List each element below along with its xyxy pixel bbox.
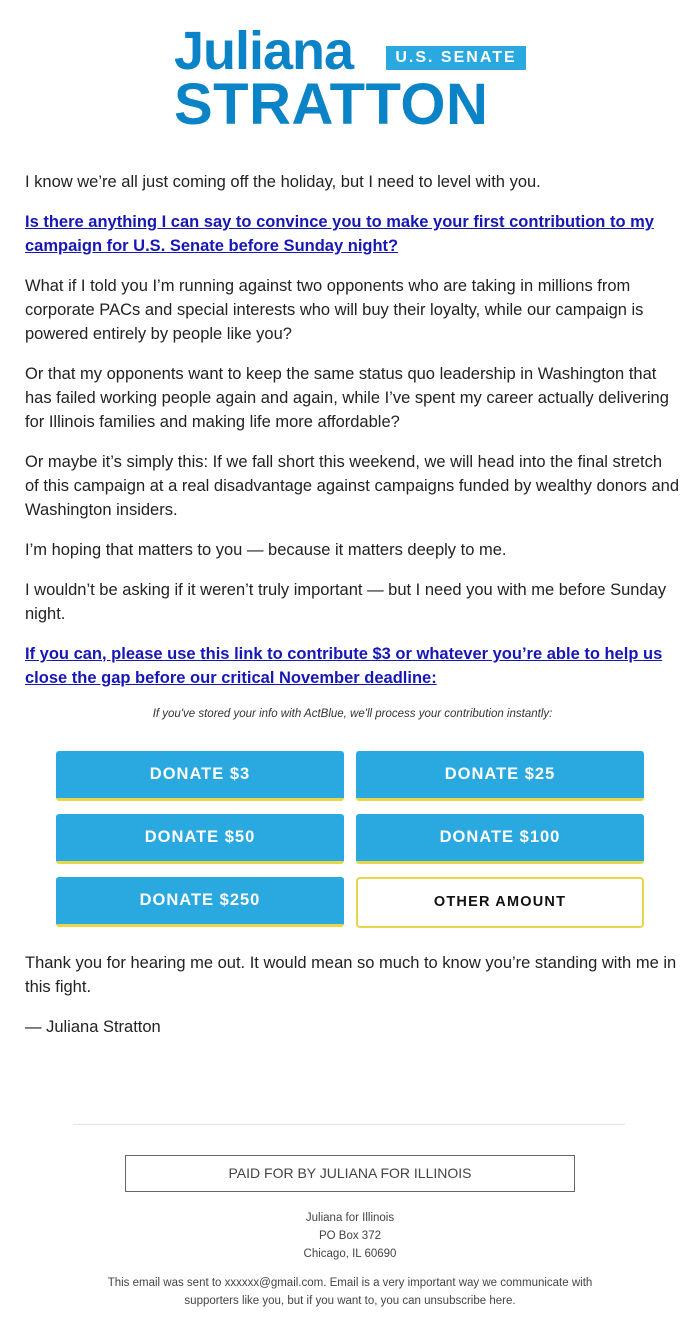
body-paragraph-4: Or maybe it’s simply this: If we fall short this weekend, we will head into the final stretch of this campaign at a real disadvantage against campaigns funded by wealthy donors and Washington insiders. xyxy=(25,453,680,519)
campaign-logo xyxy=(174,21,526,137)
body-paragraph-6: I wouldn’t be asking if it weren’t truly important — but I need you with me before Sunday night. xyxy=(25,581,667,623)
signoff: — Juliana Stratton xyxy=(25,1018,161,1036)
logo-first-name: Juliana xyxy=(174,21,354,81)
donate-100-button[interactable]: DONATE $100 xyxy=(356,814,644,864)
body-paragraph-3: Or that my opponents want to keep the same status quo leadership in Washington that has failed working people again and again, while I’ve spent my career actually delivering for Illinois families and making life more affordable? xyxy=(25,365,669,431)
body-paragraph-2: What if I told you I’m running against two opponents who are taking in millions from corporate PACs and special interests who will buy their loyalty, while our campaign is powered entirely by people like you? xyxy=(25,277,644,343)
logo-last-name: STRATTON xyxy=(174,72,489,137)
logo-senate-badge: U.S. SENATE xyxy=(386,46,526,70)
donate-25-button[interactable]: DONATE $25 xyxy=(356,751,644,801)
footer-sent-prefix: This email was sent to xyxy=(107,1277,225,1289)
footer-sent-suffix: . xyxy=(512,1295,516,1307)
actblue-note: If you've stored your info with ActBlue, we'll process your contribution instantly: xyxy=(152,708,553,720)
contribute-link-1[interactable]: Is there anything I can say to convince you to make your first contribution to my campaign for U.S. Senate before Sunday night? xyxy=(25,213,654,255)
footer-sent-middle: . Email is a very important way we communicate with supporters like you, but if you want to, you can xyxy=(184,1277,593,1307)
unsubscribe-link[interactable]: unsubscribe here xyxy=(424,1295,513,1307)
email-body xyxy=(25,170,680,736)
footer-notice xyxy=(90,1274,610,1310)
closing-paragraph: Thank you for hearing me out. It would mean so much to know you’re standing with me in this fight. xyxy=(25,954,677,996)
other-amount-button[interactable]: OTHER AMOUNT xyxy=(356,877,644,928)
donate-50-button[interactable]: DONATE $50 xyxy=(56,814,344,864)
address-org: Juliana for Illinois xyxy=(305,1212,395,1224)
mailing-address xyxy=(0,1209,700,1263)
contribute-link-2[interactable]: If you can, please use this link to contribute $3 or whatever you’re able to help us close the gap before our critical November deadline: xyxy=(25,645,663,687)
closing-section xyxy=(25,951,680,1055)
body-paragraph-5: I’m hoping that matters to you — because it matters deeply to me. xyxy=(25,541,507,559)
address-city: Chicago, IL 60690 xyxy=(303,1248,397,1260)
address-po-box: PO Box 372 xyxy=(318,1230,381,1242)
donate-3-button[interactable]: DONATE $3 xyxy=(56,751,344,801)
body-paragraph-1: I know we’re all just coming off the holiday, but I need to level with you. xyxy=(25,173,541,191)
recipient-email-link[interactable]: xxxxxx@gmail.com xyxy=(224,1277,324,1289)
paid-for-disclaimer: PAID FOR BY JULIANA FOR ILLINOIS xyxy=(125,1155,575,1192)
footer-divider xyxy=(73,1124,625,1125)
donate-250-button[interactable]: DONATE $250 xyxy=(56,877,344,927)
